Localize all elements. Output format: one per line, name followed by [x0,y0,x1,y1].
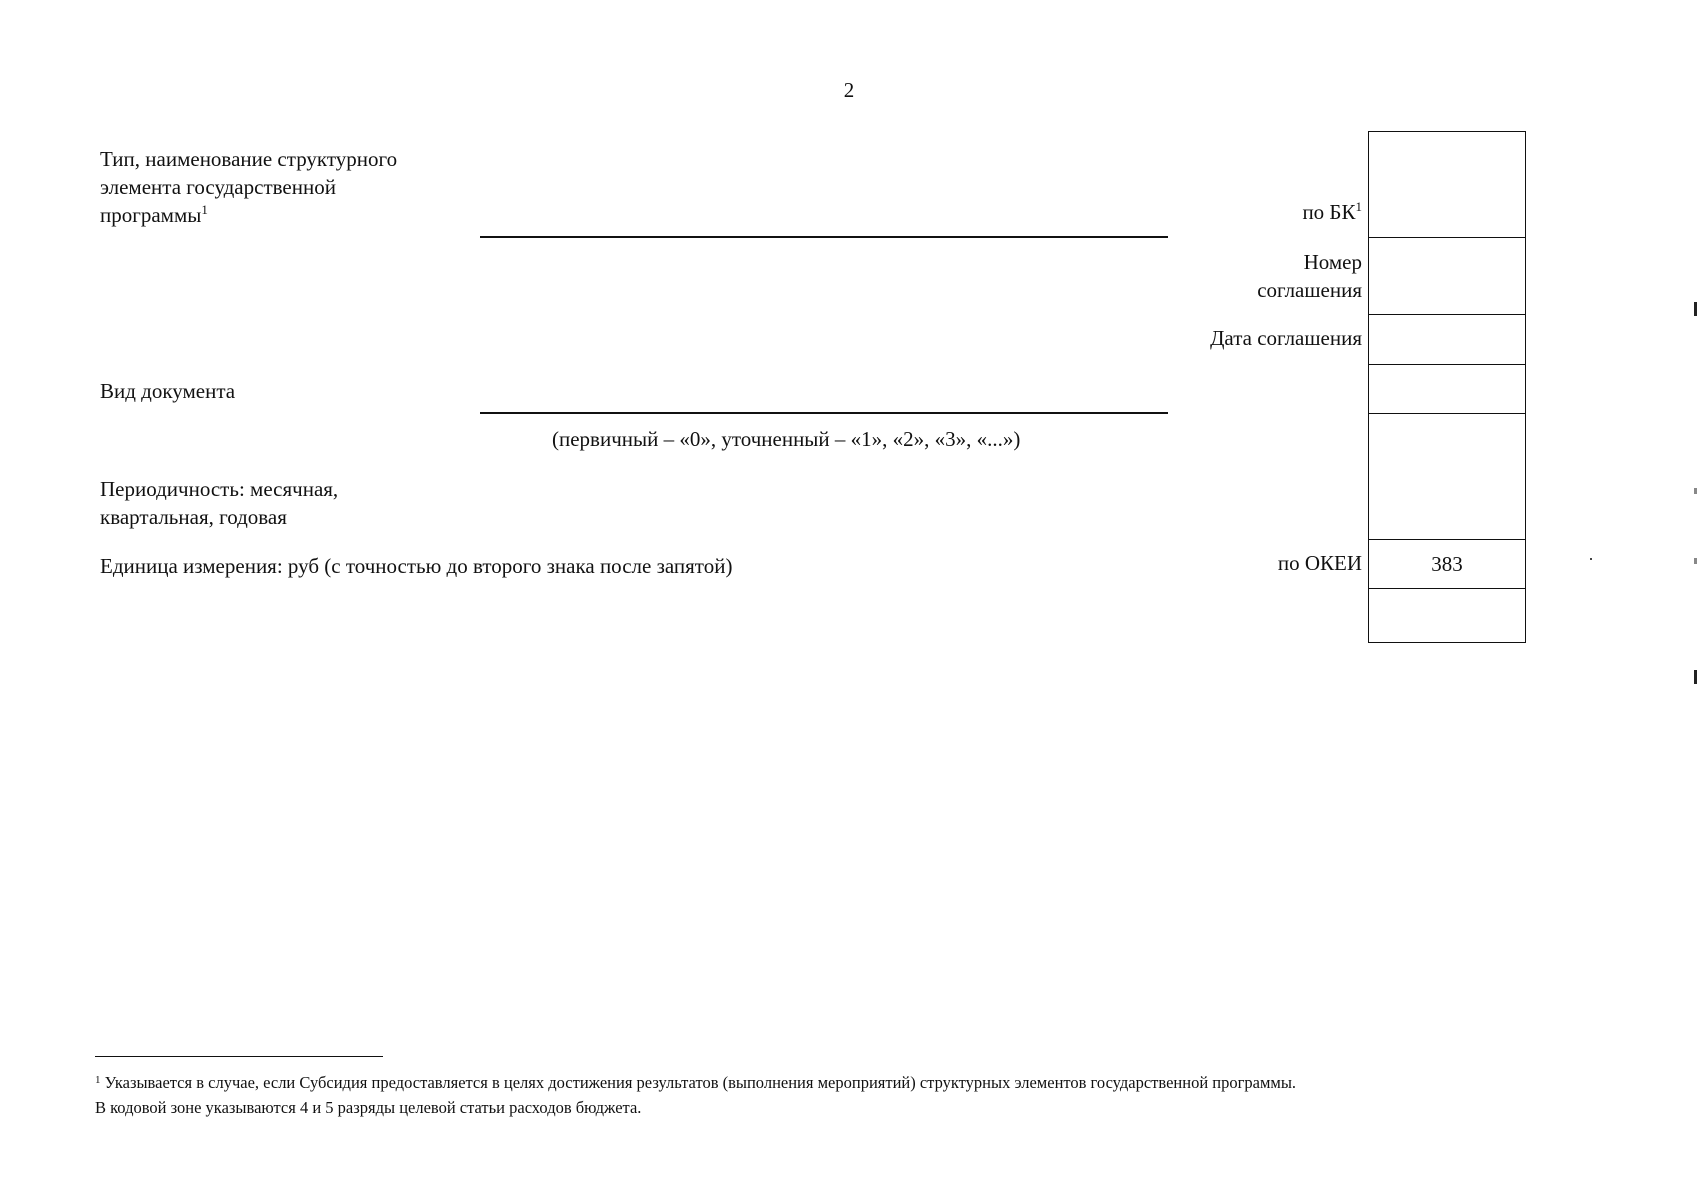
code-cell-agreement-date [1369,314,1525,364]
code-cell-document-type [1369,413,1525,540]
code-value-okei: 383 [1431,552,1463,576]
footnote-text [95,1070,1296,1120]
scan-speck [1590,558,1592,560]
unit-label: Единица измерения: руб (с точностью до второго знака после запятой) [100,554,733,578]
agreement-number-label: Номер соглашения [1257,250,1362,302]
po-bk-label: по $БК^1$ [1302,199,1362,224]
code-cell-blank [1369,364,1525,413]
footnote-marker: 1 [95,1074,101,1086]
document-type-underline [480,412,1168,414]
scan-edge-mark [1694,558,1697,564]
scan-edge-mark [1694,670,1697,684]
footnote-line-1: Указывается в случае, если Субсидия предоставляется в целях достижения результатов (выполнения мероприятий) структурных элементов государственной программы. [100,1073,1297,1092]
footnote-ref: 1 [201,202,208,217]
page-number: 2 [843,78,855,102]
code-cell-bk [1369,132,1525,237]
periodicity-label: Периодичность: месячная, квартальная, годовая [100,477,339,529]
footnote-separator [95,1056,383,1057]
footnote-ref: 1 [1355,199,1362,214]
code-cell-extra [1369,588,1525,642]
code-cell-okei [1369,539,1525,589]
po-okei-label: по ОКЕИ [1277,551,1362,575]
scan-edge-mark [1694,302,1697,316]
code-box [1368,131,1526,643]
structural-element-label: Тип, наименование структурного элемента государственной программы$^1$ [100,147,398,227]
code-cell-agreement-number [1369,237,1525,314]
document-type-label: Вид документа [100,379,236,403]
footnote-line-2: В кодовой зоне указываются 4 и 5 разряды целевой статьи расходов бюджета. [95,1098,642,1117]
agreement-date-label: Дата соглашения [1210,326,1362,350]
scan-edge-mark [1694,488,1697,494]
document-type-hint: (первичный – «0», уточненный – «1», «2», «3», «...») [552,427,1021,451]
structural-element-underline [480,236,1168,238]
